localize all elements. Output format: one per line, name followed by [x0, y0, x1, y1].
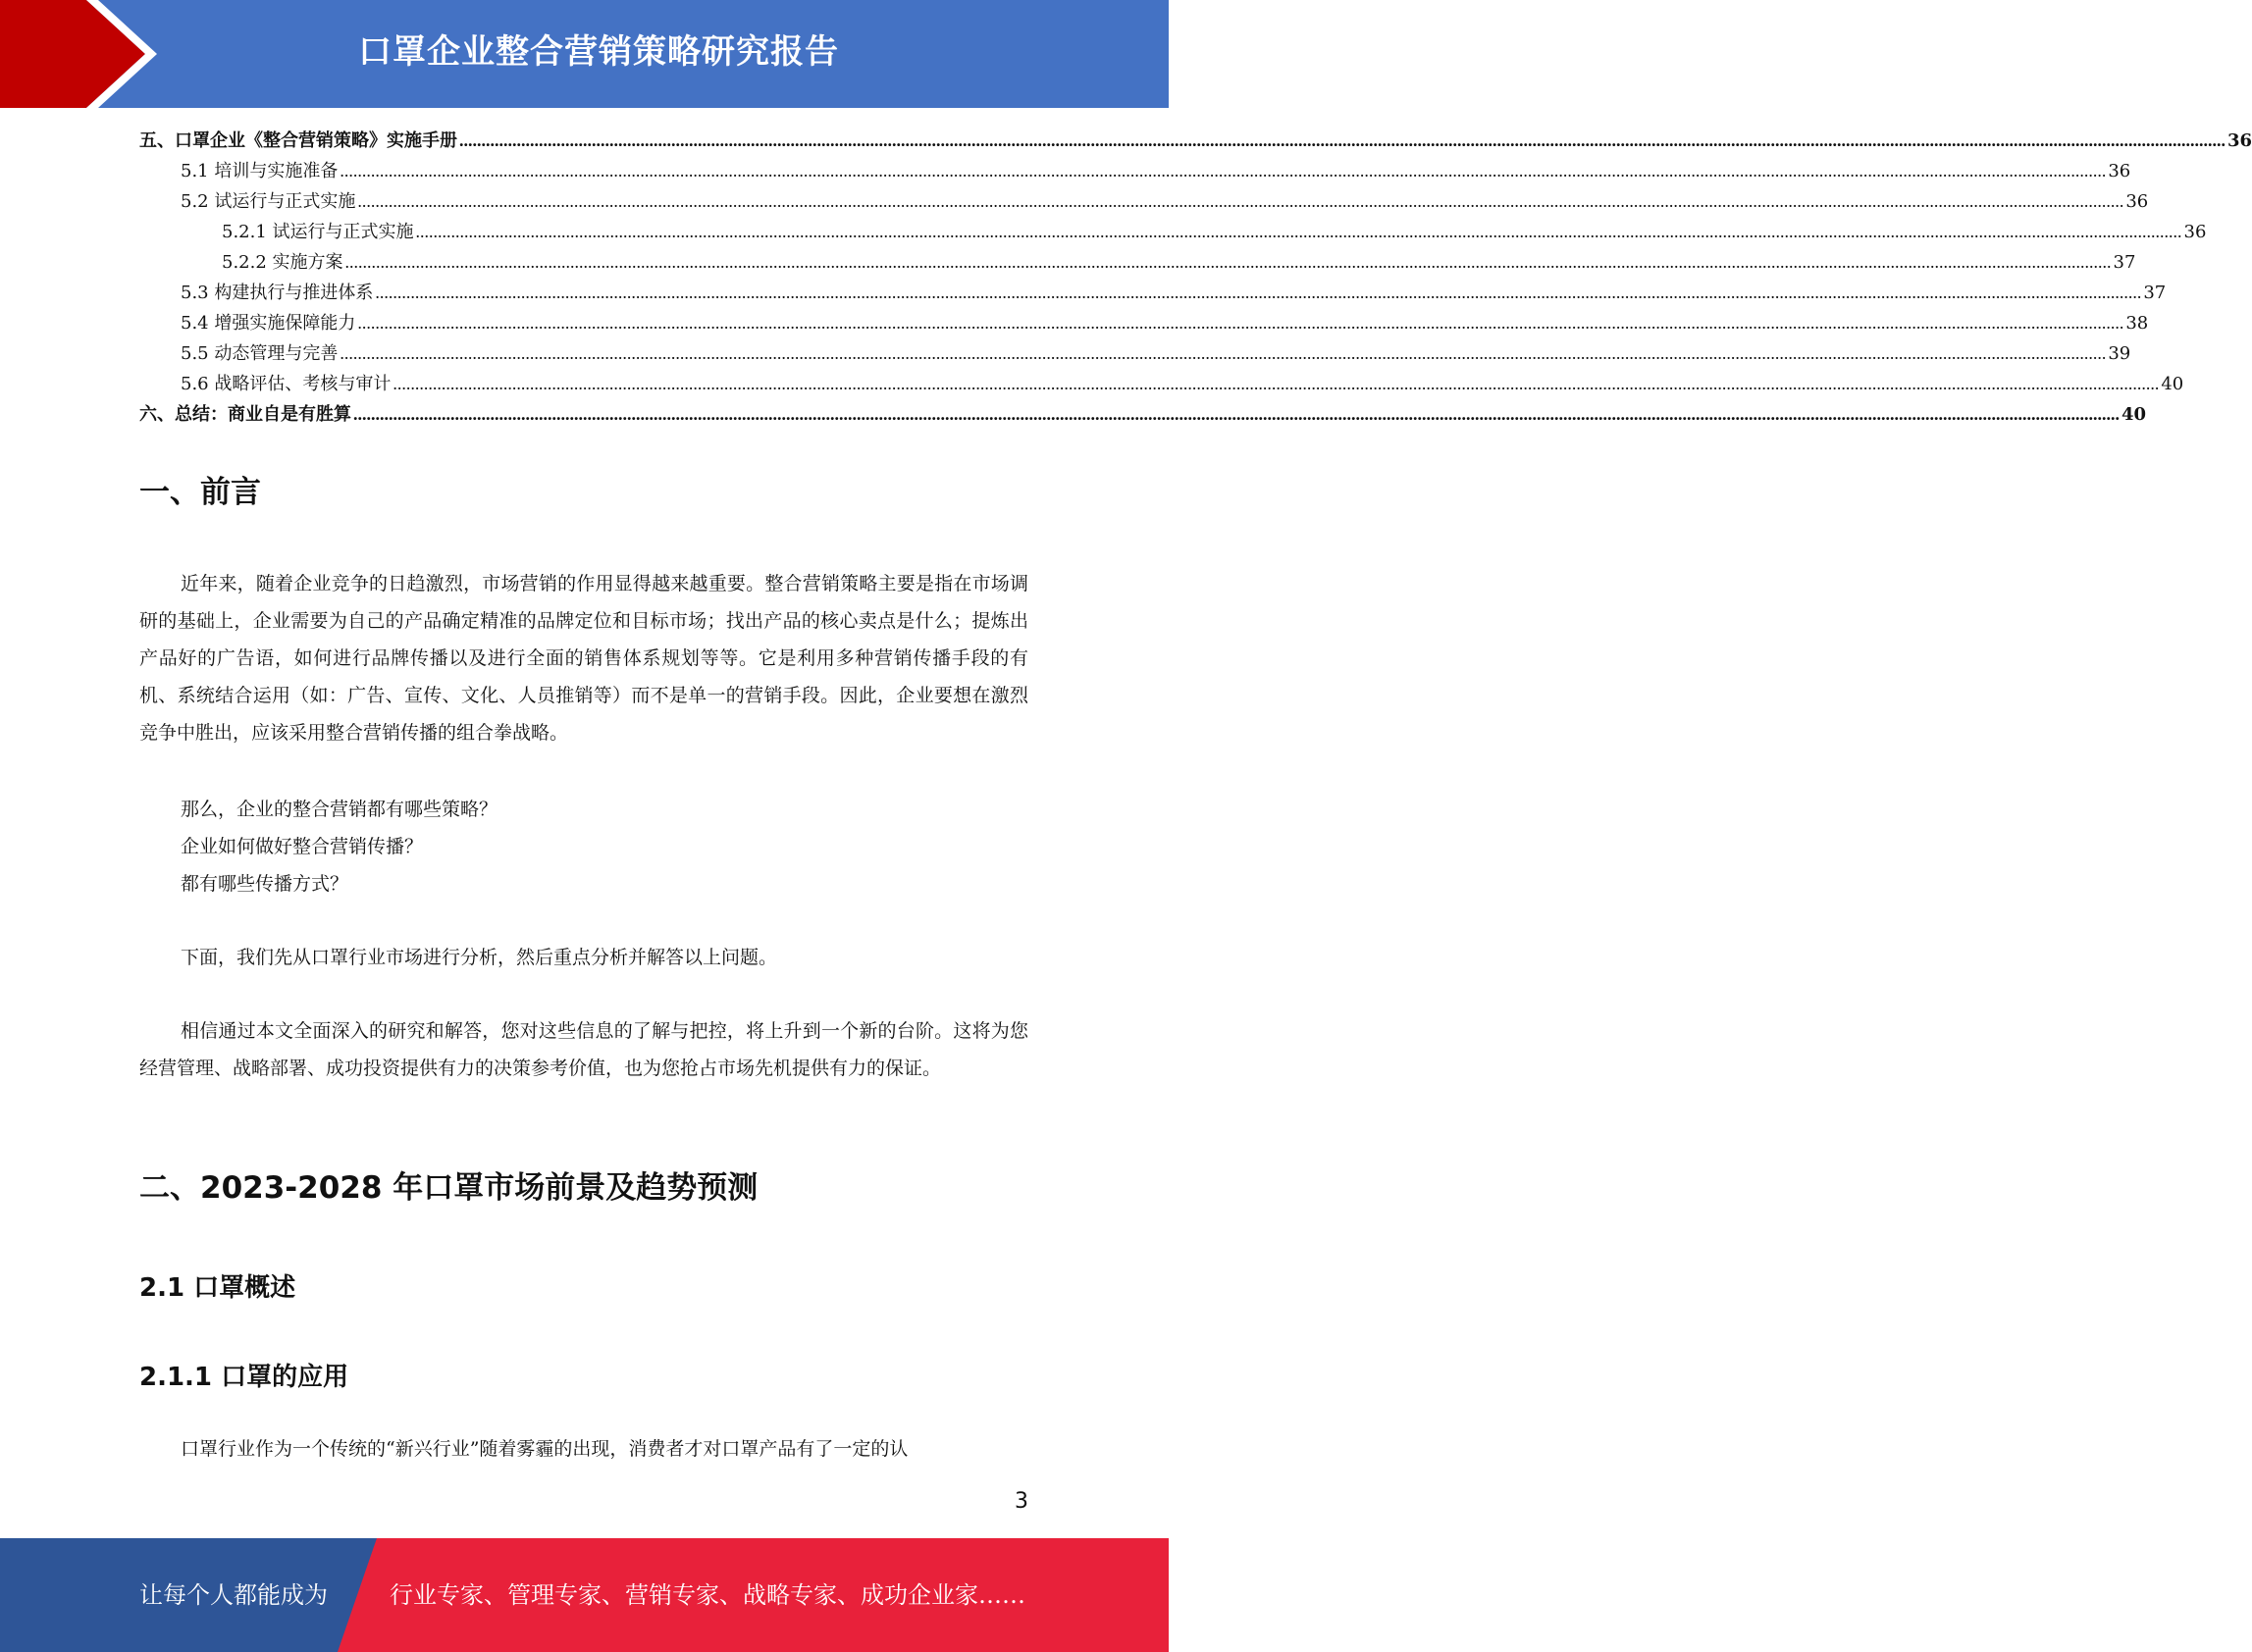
body-paragraph: 口罩行业作为一个传统的“新兴行业”随着雾霾的出现，消费者才对口罩产品有了一定的认	[181, 1438, 909, 1460]
toc-entry-page: 36	[2108, 161, 2131, 181]
toc-entry[interactable]	[139, 156, 2131, 186]
toc-entry-page: 36	[2183, 222, 2207, 242]
report-title: 口罩企业整合营销策略研究报告	[358, 32, 839, 72]
subsection-heading: 2.1.1 口罩的应用	[139, 1363, 349, 1392]
preface-paragraph: 相信通过本文全面深入的研究和解答，您对这些信息的了解与把控，将上升到一个新的台阶。这将为您经营管理、战略部署、成功投资提供有力的决策参考价值，也为您抢占市场先机提供有力的保证。	[139, 1020, 1028, 1079]
toc-entry-page: 39	[2108, 343, 2131, 364]
toc-entry-label: 5.2.1 试运行与正式实施	[222, 222, 414, 242]
toc-entry[interactable]	[139, 217, 2207, 247]
toc-entry[interactable]	[139, 186, 2149, 217]
toc-leader-dots: ................................................................................................................................................................................................................................................................................................................................................................................................................	[415, 222, 2182, 241]
toc-entry[interactable]	[139, 278, 2167, 308]
toc-entry[interactable]	[139, 126, 2252, 156]
toc-entry-page: 37	[2143, 283, 2167, 303]
toc-entry-label: 5.3 构建执行与推进体系	[181, 283, 374, 303]
page-number: 3	[1015, 1489, 1028, 1514]
toc-entry-page: 38	[2125, 313, 2149, 334]
toc-entry-label: 5.1 培训与实施准备	[181, 161, 339, 181]
toc-leader-dots: ................................................................................................................................................................................................................................................................................................................................................................................................................	[375, 283, 2142, 302]
toc-leader-dots: ................................................................................................................................................................................................................................................................................................................................................................................................................	[340, 161, 2107, 181]
toc-entry-label: 5.2.2 实施方案	[222, 252, 343, 273]
toc-entry-page: 37	[2113, 252, 2136, 273]
preface-question: 都有哪些传播方式？	[181, 873, 349, 895]
toc-entry[interactable]	[139, 399, 2147, 430]
toc-entry[interactable]	[139, 247, 2136, 278]
toc-entry-page: 40	[2161, 374, 2184, 394]
toc-leader-dots: ................................................................................................................................................................................................................................................................................................................................................................................................................	[459, 130, 2226, 150]
toc-entry-label: 5.4 增强实施保障能力	[181, 313, 356, 334]
preface-question: 企业如何做好整合营销传播？	[181, 836, 424, 857]
toc-leader-dots: ................................................................................................................................................................................................................................................................................................................................................................................................................	[357, 313, 2124, 333]
toc-entry-page: 40	[2121, 404, 2147, 425]
toc-leader-dots: ................................................................................................................................................................................................................................................................................................................................................................................................................	[357, 191, 2124, 211]
table-of-contents	[139, 126, 2252, 430]
toc-entry-label: 五、口罩企业《整合营销策略》实施手册	[139, 130, 457, 151]
section-heading-preface: 一、前言	[139, 475, 261, 510]
footer-slogan-left: 让每个人都能成为	[139, 1581, 328, 1609]
preface-paragraph: 近年来，随着企业竞争的日趋激烈，市场营销的作用显得越来越重要。整合营销策略主要是指在市场调研的基础上，企业需要为自己的产品确定精准的品牌定位和目标市场；找出产品的核心卖点是什么；提炼出产品好的广告语，如何进行品牌传播以及进行全面的销售体系规划等等。它是利用多种营销传播手段的有机、系统结合运用（如：广告、宣传、文化、人员推销等）而不是单一的营销手段。因此，企业要想在激烈竞争中胜出，应该采用整合营销传播的组合拳战略。	[139, 573, 1028, 744]
toc-leader-dots: ................................................................................................................................................................................................................................................................................................................................................................................................................	[344, 252, 2112, 272]
section-heading-market-outlook: 二、2023-2028 年口罩市场前景及趋势预测	[139, 1170, 759, 1206]
page-header	[0, 0, 1169, 108]
page-footer	[0, 1538, 1169, 1652]
toc-entry-page: 36	[2227, 130, 2252, 151]
toc-entry[interactable]	[139, 308, 2149, 338]
footer-slogan-right: 行业专家、管理专家、营销专家、战略专家、成功企业家……	[390, 1581, 1025, 1609]
toc-entry-label: 六、总结：商业自是有胜算	[139, 404, 351, 425]
toc-leader-dots: ................................................................................................................................................................................................................................................................................................................................................................................................................	[393, 374, 2160, 393]
toc-leader-dots: ................................................................................................................................................................................................................................................................................................................................................................................................................	[340, 343, 2107, 363]
toc-entry-label: 5.6 战略评估、考核与审计	[181, 374, 392, 394]
toc-entry-label: 5.5 动态管理与完善	[181, 343, 339, 364]
toc-entry-page: 36	[2125, 191, 2149, 212]
preface-question: 那么，企业的整合营销都有哪些策略？	[181, 799, 498, 820]
toc-entry-label: 5.2 试运行与正式实施	[181, 191, 356, 212]
preface-paragraph: 下面，我们先从口罩行业市场进行分析，然后重点分析并解答以上问题。	[181, 947, 778, 968]
toc-entry[interactable]	[139, 369, 2184, 399]
subsection-heading: 2.1 口罩概述	[139, 1273, 296, 1303]
toc-leader-dots: ................................................................................................................................................................................................................................................................................................................................................................................................................	[353, 404, 2120, 424]
toc-entry[interactable]	[139, 338, 2131, 369]
